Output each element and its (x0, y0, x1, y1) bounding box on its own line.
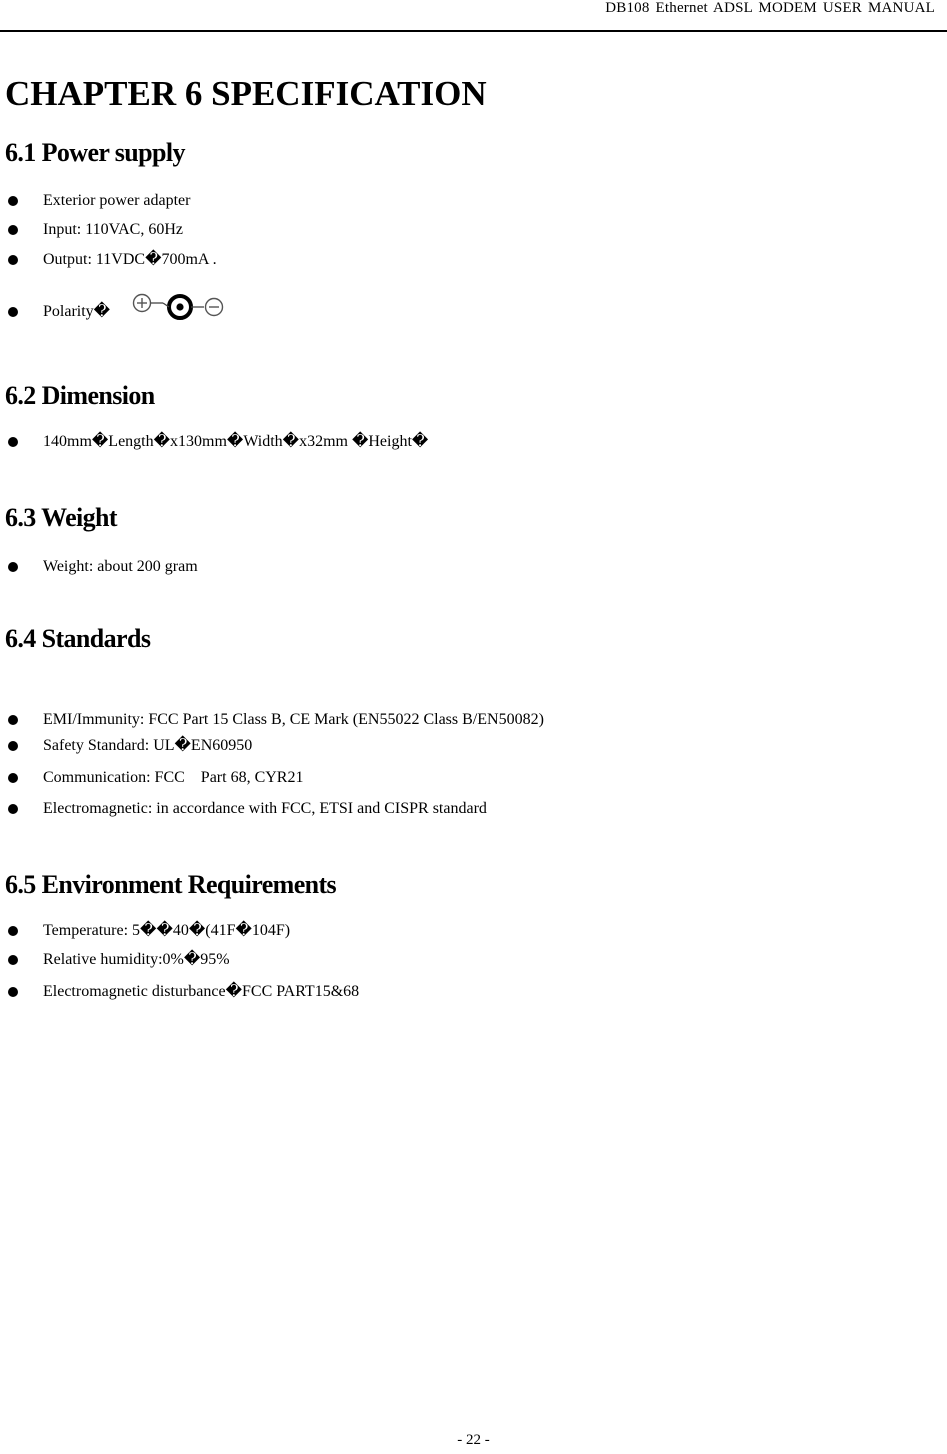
list-item-text: 140mm�Length�x130mm�Width�x32mm �Height� (43, 433, 429, 450)
page-number: - 22 - (457, 1432, 490, 1448)
section-title-power-supply: 6.1 Power supply (5, 138, 185, 167)
chapter-title: CHAPTER 6 SPECIFICATION (5, 74, 487, 113)
manual-title: DB108 Ethernet ADSL MODEM USER MANUAL (605, 0, 935, 16)
bullet-icon (8, 773, 18, 783)
bullet-icon (8, 225, 18, 235)
list-item-text: Polarity� (43, 303, 111, 320)
bullet-icon (8, 437, 18, 447)
list-item-text: Electromagnetic: in accordance with FCC, ETSI and CISPR standard (43, 800, 487, 817)
bullet-icon (8, 562, 18, 572)
list-item-text: Weight: about 200 gram (43, 558, 198, 575)
section-title-standards: 6.4 Standards (5, 624, 151, 653)
list-item-text: EMI/Immunity: FCC Part 15 Class B, CE Mark (EN55022 Class B/EN50082) (43, 711, 544, 728)
section-title-weight: 6.3 Weight (5, 503, 117, 532)
bullet-icon (8, 741, 18, 751)
bullet-icon (8, 196, 18, 206)
list-item-text: Relative humidity:0%�95% (43, 951, 230, 968)
bullet-icon (8, 926, 18, 936)
list-item-text: Temperature: 5��40�(41F�104F) (43, 922, 291, 939)
section-title-dimension: 6.2 Dimension (5, 381, 155, 410)
section-title-environment-requirements: 6.5 Environment Requirements (5, 870, 337, 899)
list-item-text: Electromagnetic disturbance�FCC PART15&68 (43, 983, 360, 1000)
bullet-icon (8, 987, 18, 997)
list-item-text: Exterior power adapter (43, 192, 191, 209)
list-item-text: Input: 110VAC, 60Hz (43, 221, 183, 238)
polarity-plus-center-minus-icon (126, 290, 236, 329)
list-item-text: Safety Standard: UL�EN60950 (43, 737, 253, 754)
bullet-icon (8, 255, 18, 265)
bullet-icon (8, 307, 18, 317)
bullet-icon (8, 804, 18, 814)
bullet-icon (8, 955, 18, 965)
list-item-text: Communication: FCC Part 68, CYR21 (43, 769, 304, 786)
list-item-text: Output: 11VDC�700mA . (43, 251, 217, 268)
bullet-icon (8, 715, 18, 725)
page-header (0, 0, 947, 32)
